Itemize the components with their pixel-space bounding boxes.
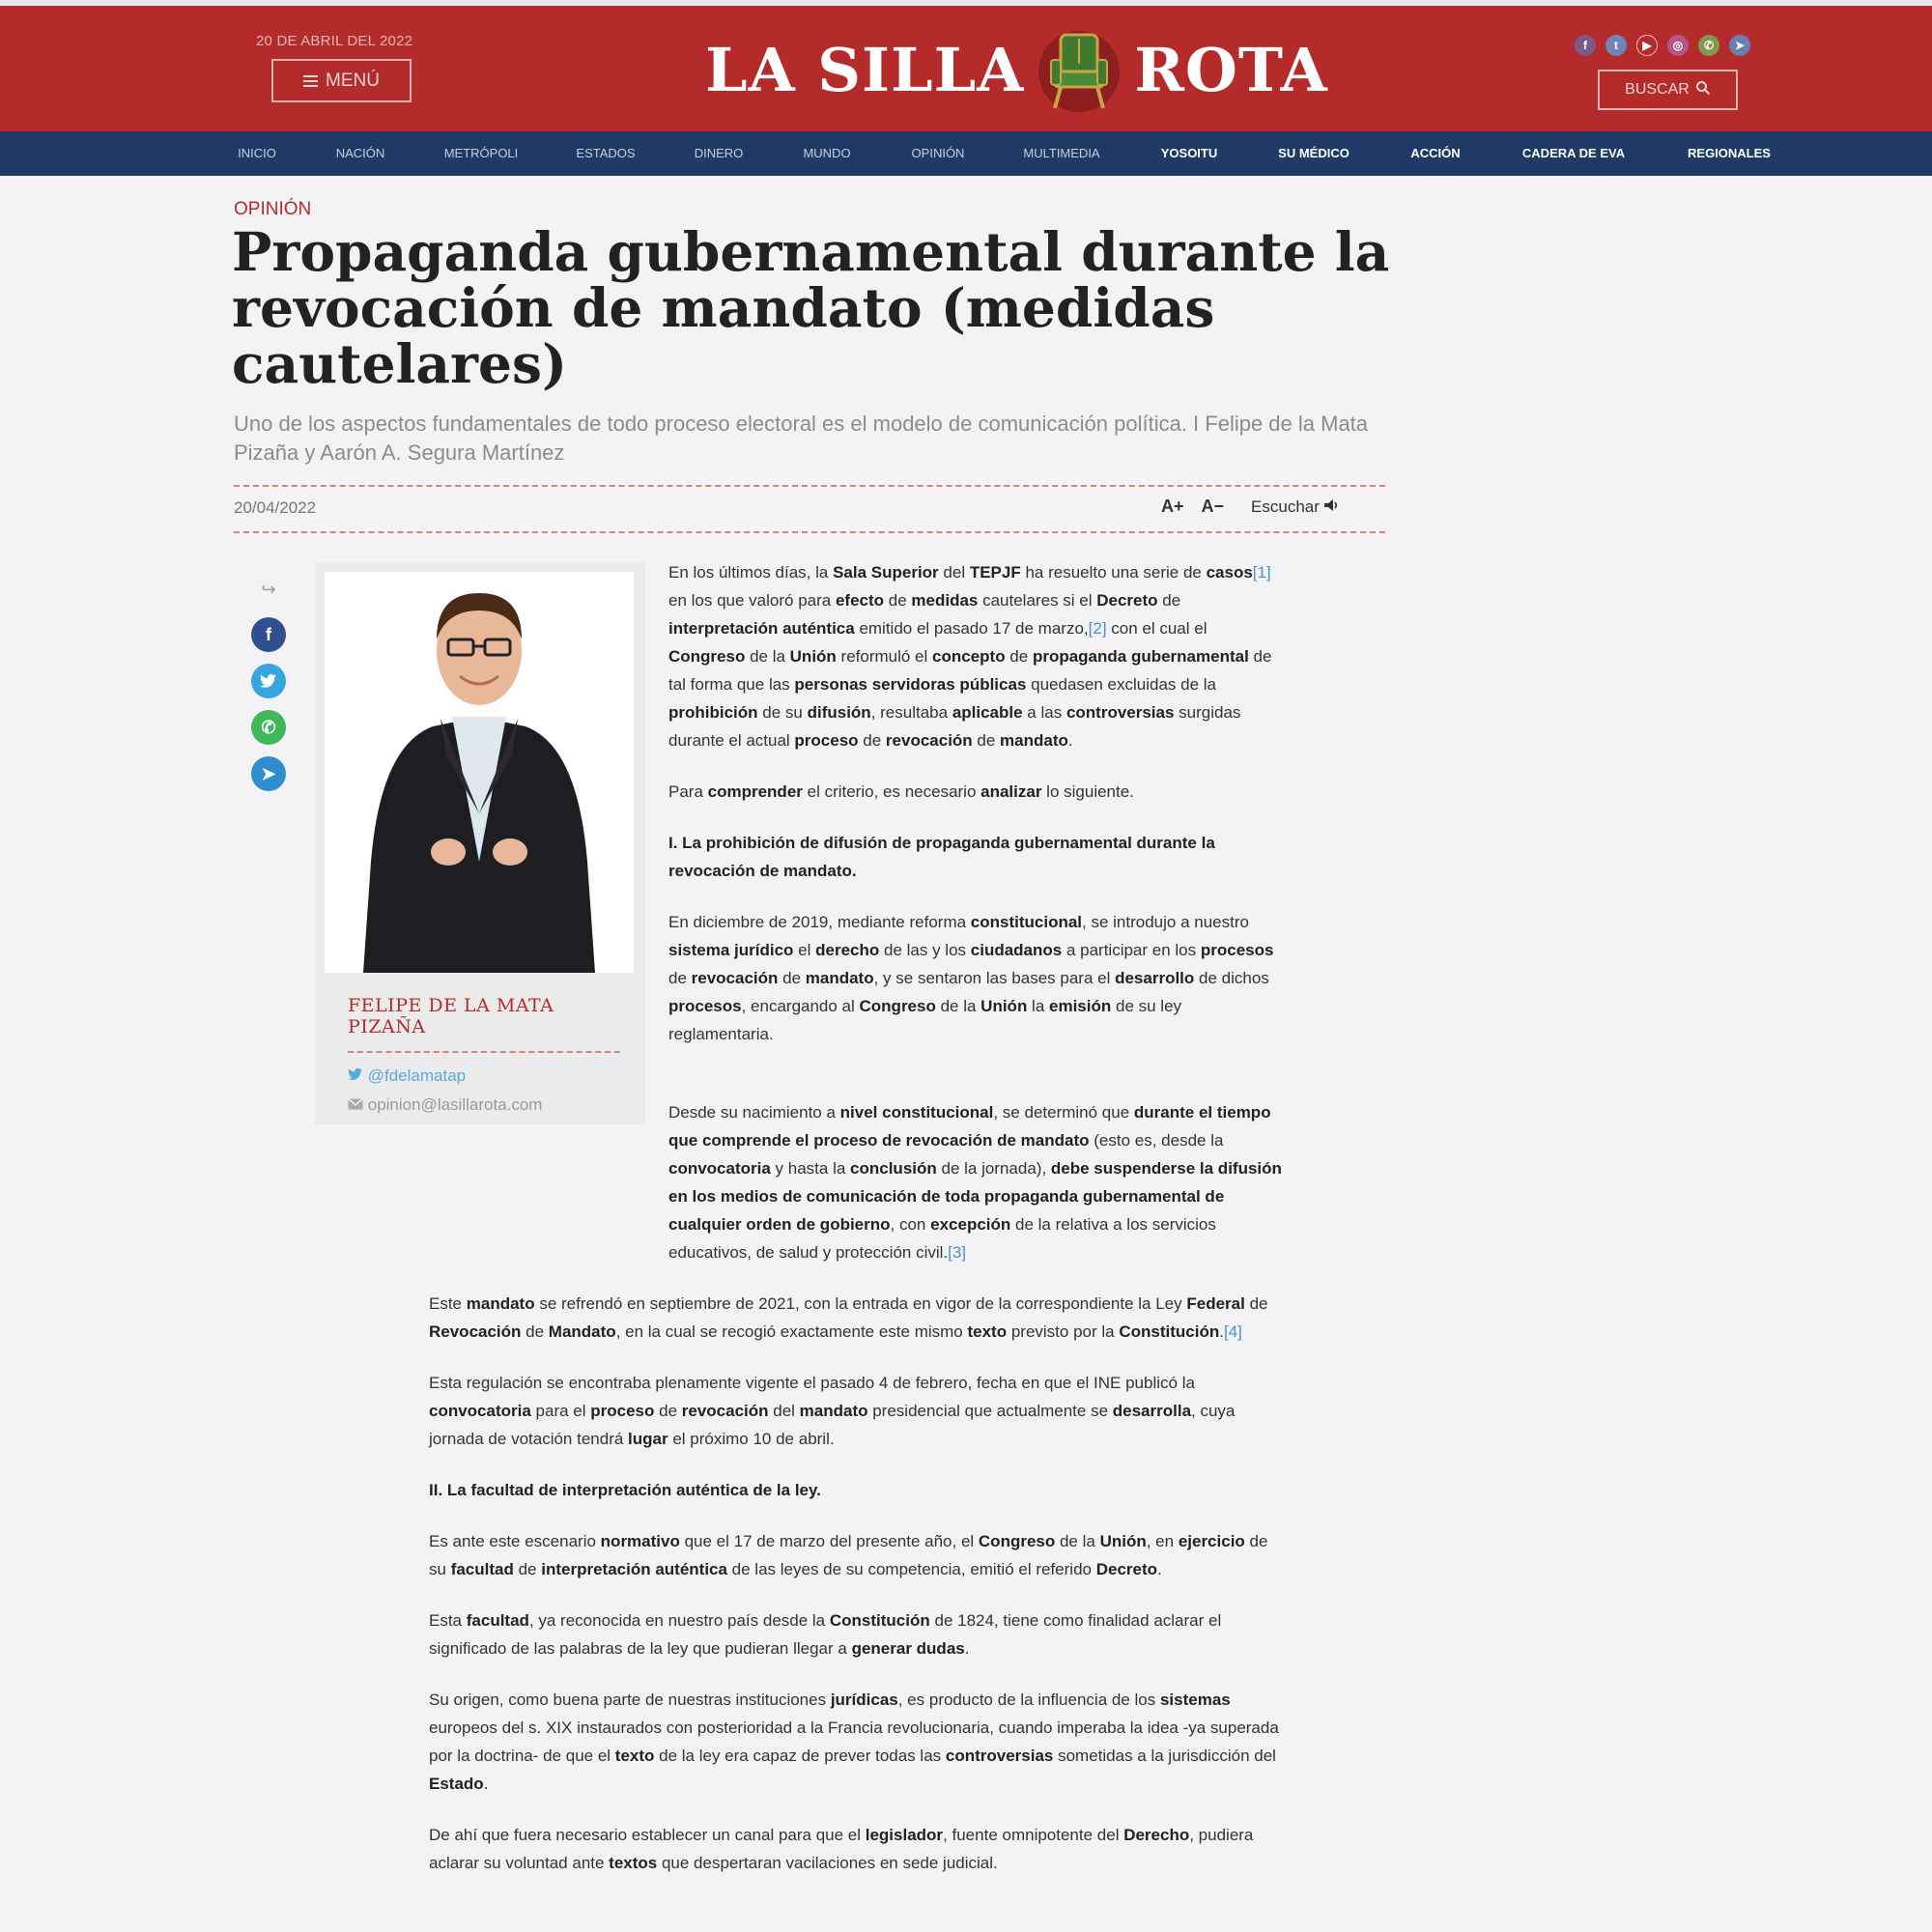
search-icon xyxy=(1695,80,1711,100)
facebook-icon[interactable]: f xyxy=(1575,35,1596,56)
article-body-bottom xyxy=(429,1098,1289,1900)
nav-item-estados[interactable]: ESTADOS xyxy=(576,146,636,160)
envelope-icon xyxy=(348,1095,368,1114)
menu-label: MENÚ xyxy=(326,70,380,91)
logo-text-right: ROTA xyxy=(1134,34,1328,105)
whatsapp-icon[interactable]: ✆ xyxy=(1698,35,1719,56)
divider xyxy=(234,531,1385,533)
logo-text-left: LA SILLA xyxy=(705,34,1025,105)
footnote-link[interactable]: [2] xyxy=(1088,619,1107,638)
author-twitter-link[interactable] xyxy=(348,1066,466,1086)
divider xyxy=(348,1051,620,1053)
whatsapp-icon[interactable]: ✆ xyxy=(251,710,286,745)
main-nav xyxy=(0,131,1932,176)
article-subtitle: Uno de los aspectos fundamentales de todo proceso electoral es el modelo de comunicación política. I Felipe de la Mata Pizaña y Aarón A. Segura Martínez xyxy=(234,412,1369,465)
article-body-top xyxy=(668,558,1287,1071)
author-card xyxy=(315,562,645,1124)
youtube-icon[interactable]: ▶ xyxy=(1636,35,1658,56)
twitter-icon xyxy=(348,1066,368,1085)
nav-item-nacion[interactable]: NACIÓN xyxy=(335,146,385,160)
section-kicker[interactable]: OPINIÓN xyxy=(234,199,312,219)
article-tools xyxy=(1161,497,1339,517)
listen-label: Escuchar xyxy=(1251,497,1320,516)
author-photo xyxy=(325,572,634,973)
font-decrease-button[interactable]: A− xyxy=(1201,497,1225,516)
share-icon[interactable]: ↪ xyxy=(261,580,276,599)
paragraph: Es ante este escenario normativo que el 17 de marzo del presente año, el Congreso de la Unión, en ejercicio de su facultad de interpretación auténtica de las leyes de su competencia, emitió el referido Decreto. xyxy=(429,1532,1268,1578)
publish-date: 20/04/2022 xyxy=(234,498,317,517)
nav-item-accion[interactable]: ACCIÓN xyxy=(1410,146,1461,160)
nav-item-su-medico[interactable]: SU MÉDICO xyxy=(1278,146,1350,160)
nav-item-inicio[interactable]: INICIO xyxy=(238,146,276,160)
paragraph: Para comprender el criterio, es necesario analizar lo siguiente. xyxy=(668,782,1134,801)
chair-logo-icon xyxy=(1036,21,1122,118)
author-twitter-handle: @fdelamatap xyxy=(367,1066,467,1085)
hamburger-icon xyxy=(303,75,318,87)
listen-button[interactable] xyxy=(1251,497,1339,517)
nav-item-metropoli[interactable]: METRÓPOLI xyxy=(443,146,519,160)
nav-item-yosoitu[interactable]: YOSOITU xyxy=(1160,146,1218,160)
paragraph: De ahí que fuera necesario establecer un canal para que el legislador, fuente omnipotente del Derecho, pudiera aclarar su voluntad ante textos que despertaran vacilaciones en sede judicial. xyxy=(429,1826,1254,1872)
share-bar xyxy=(251,580,286,791)
speaker-icon xyxy=(1323,497,1339,517)
site-header xyxy=(0,6,1932,131)
nav-item-multimedia[interactable]: MULTIMEDIA xyxy=(1023,146,1100,160)
paragraph: En los últimos días, la Sala Superior del TEPJF ha resuelto una serie de casos[1] en los que valoró para efecto de medidas cautelares si el Decreto de interpretación auténtica emitido el pasado 17 de marzo,[2] con el cual el Congreso de la Unión reformuló el concepto de propaganda gubernamental de tal forma que las personas servidoras públicas quedasen excluidas de la prohibición de su difusión, resultaba aplicable a las controversias surgidas durante el actual proceso de revocación de mandato. xyxy=(668,563,1272,750)
nav-item-dinero[interactable]: DINERO xyxy=(694,146,744,160)
paragraph: En diciembre de 2019, mediante reforma constitucional, se introdujo a nuestro sistema jurídico el derecho de las y los ciudadanos a participar en los procesos de revocación de mandato, y se sentaron las bases para el desarrollo de dichos procesos, encargando al Congreso de la Unión la emisión de su ley reglamentaria. xyxy=(668,913,1274,1043)
paragraph: Desde su nacimiento a nivel constitucional, se determinó que durante el tiempo que comprende el proceso de revocación de mandato (esto es, desde la convocatoria y hasta la conclusión de la jornada), debe suspenderse la difusión en los medios de comunicación de toda propaganda gubernamental de cualquier orden de gobierno, con excepción de la relativa a los servicios educativos, de salud y protección civil.[3] xyxy=(668,1103,1282,1262)
site-logo[interactable] xyxy=(705,21,1328,118)
twitter-icon[interactable]: t xyxy=(1605,35,1627,56)
telegram-icon[interactable]: ➤ xyxy=(251,756,286,791)
paragraph: Su origen, como buena parte de nuestras instituciones jurídicas, es producto de la influencia de los sistemas europeos del s. XIX instaurados con posterioridad a la Francia revolucionaria, cuando imperaba la idea -ya superada por la doctrina- de que el texto de la ley era capaz de prever todas las controversias sometidas a la jurisdicción del Estado. xyxy=(429,1690,1279,1793)
author-email: opinion@lasillarota.com xyxy=(367,1095,543,1114)
paragraph: Este mandato se refrendó en septiembre de 2021, con la entrada en vigor de la correspondiente la Ley Federal de Revocación de Mandato, en la cual se recogió exactamente este mismo texto previsto por la Constitución.[4] xyxy=(429,1294,1268,1341)
header-social-links xyxy=(1575,35,1750,56)
telegram-icon[interactable]: ➤ xyxy=(1729,35,1750,56)
menu-button[interactable] xyxy=(271,59,412,102)
facebook-icon[interactable]: f xyxy=(251,617,286,652)
footnote-link[interactable]: [1] xyxy=(1252,563,1271,582)
footnote-link[interactable]: [3] xyxy=(948,1243,967,1262)
footnote-link[interactable]: [4] xyxy=(1223,1322,1242,1341)
header-date: 20 DE ABRIL DEL 2022 xyxy=(256,33,413,49)
instagram-icon[interactable]: ◎ xyxy=(1667,35,1689,56)
nav-item-opinion[interactable]: OPINIÓN xyxy=(911,146,965,160)
article-title: Propaganda gubernamental durante la revocación de mandato (medidas cautelares) xyxy=(232,220,1390,395)
nav-item-mundo[interactable]: MUNDO xyxy=(803,146,851,160)
section-heading: I. La prohibición de difusión de propaganda gubernamental durante la revocación de mandato. xyxy=(668,834,1215,880)
font-increase-button[interactable]: A+ xyxy=(1161,497,1184,516)
author-name[interactable]: FELIPE DE LA MATA PIZAÑA xyxy=(348,995,554,1037)
search-label: BUSCAR xyxy=(1625,81,1690,98)
search-button[interactable] xyxy=(1598,70,1738,110)
divider xyxy=(234,485,1385,487)
paragraph: Esta facultad, ya reconocida en nuestro país desde la Constitución de 1824, tiene como finalidad aclarar el significado de las palabras de la ley que pudieran llegar a generar dudas. xyxy=(429,1611,1222,1658)
twitter-icon[interactable] xyxy=(251,664,286,698)
paragraph: Esta regulación se encontraba plenamente vigente el pasado 4 de febrero, fecha en que el INE publicó la convocatoria para el proceso de revocación del mandato presidencial que actualmente se desarrolla, cuya jornada de votación tendrá lugar el próximo 10 de abril. xyxy=(429,1374,1236,1448)
section-heading: II. La facultad de interpretación auténtica de la ley. xyxy=(429,1481,821,1499)
nav-item-cadera-de-eva[interactable]: CADERA DE EVA xyxy=(1521,146,1626,160)
nav-item-regionales[interactable]: REGIONALES xyxy=(1688,146,1771,160)
